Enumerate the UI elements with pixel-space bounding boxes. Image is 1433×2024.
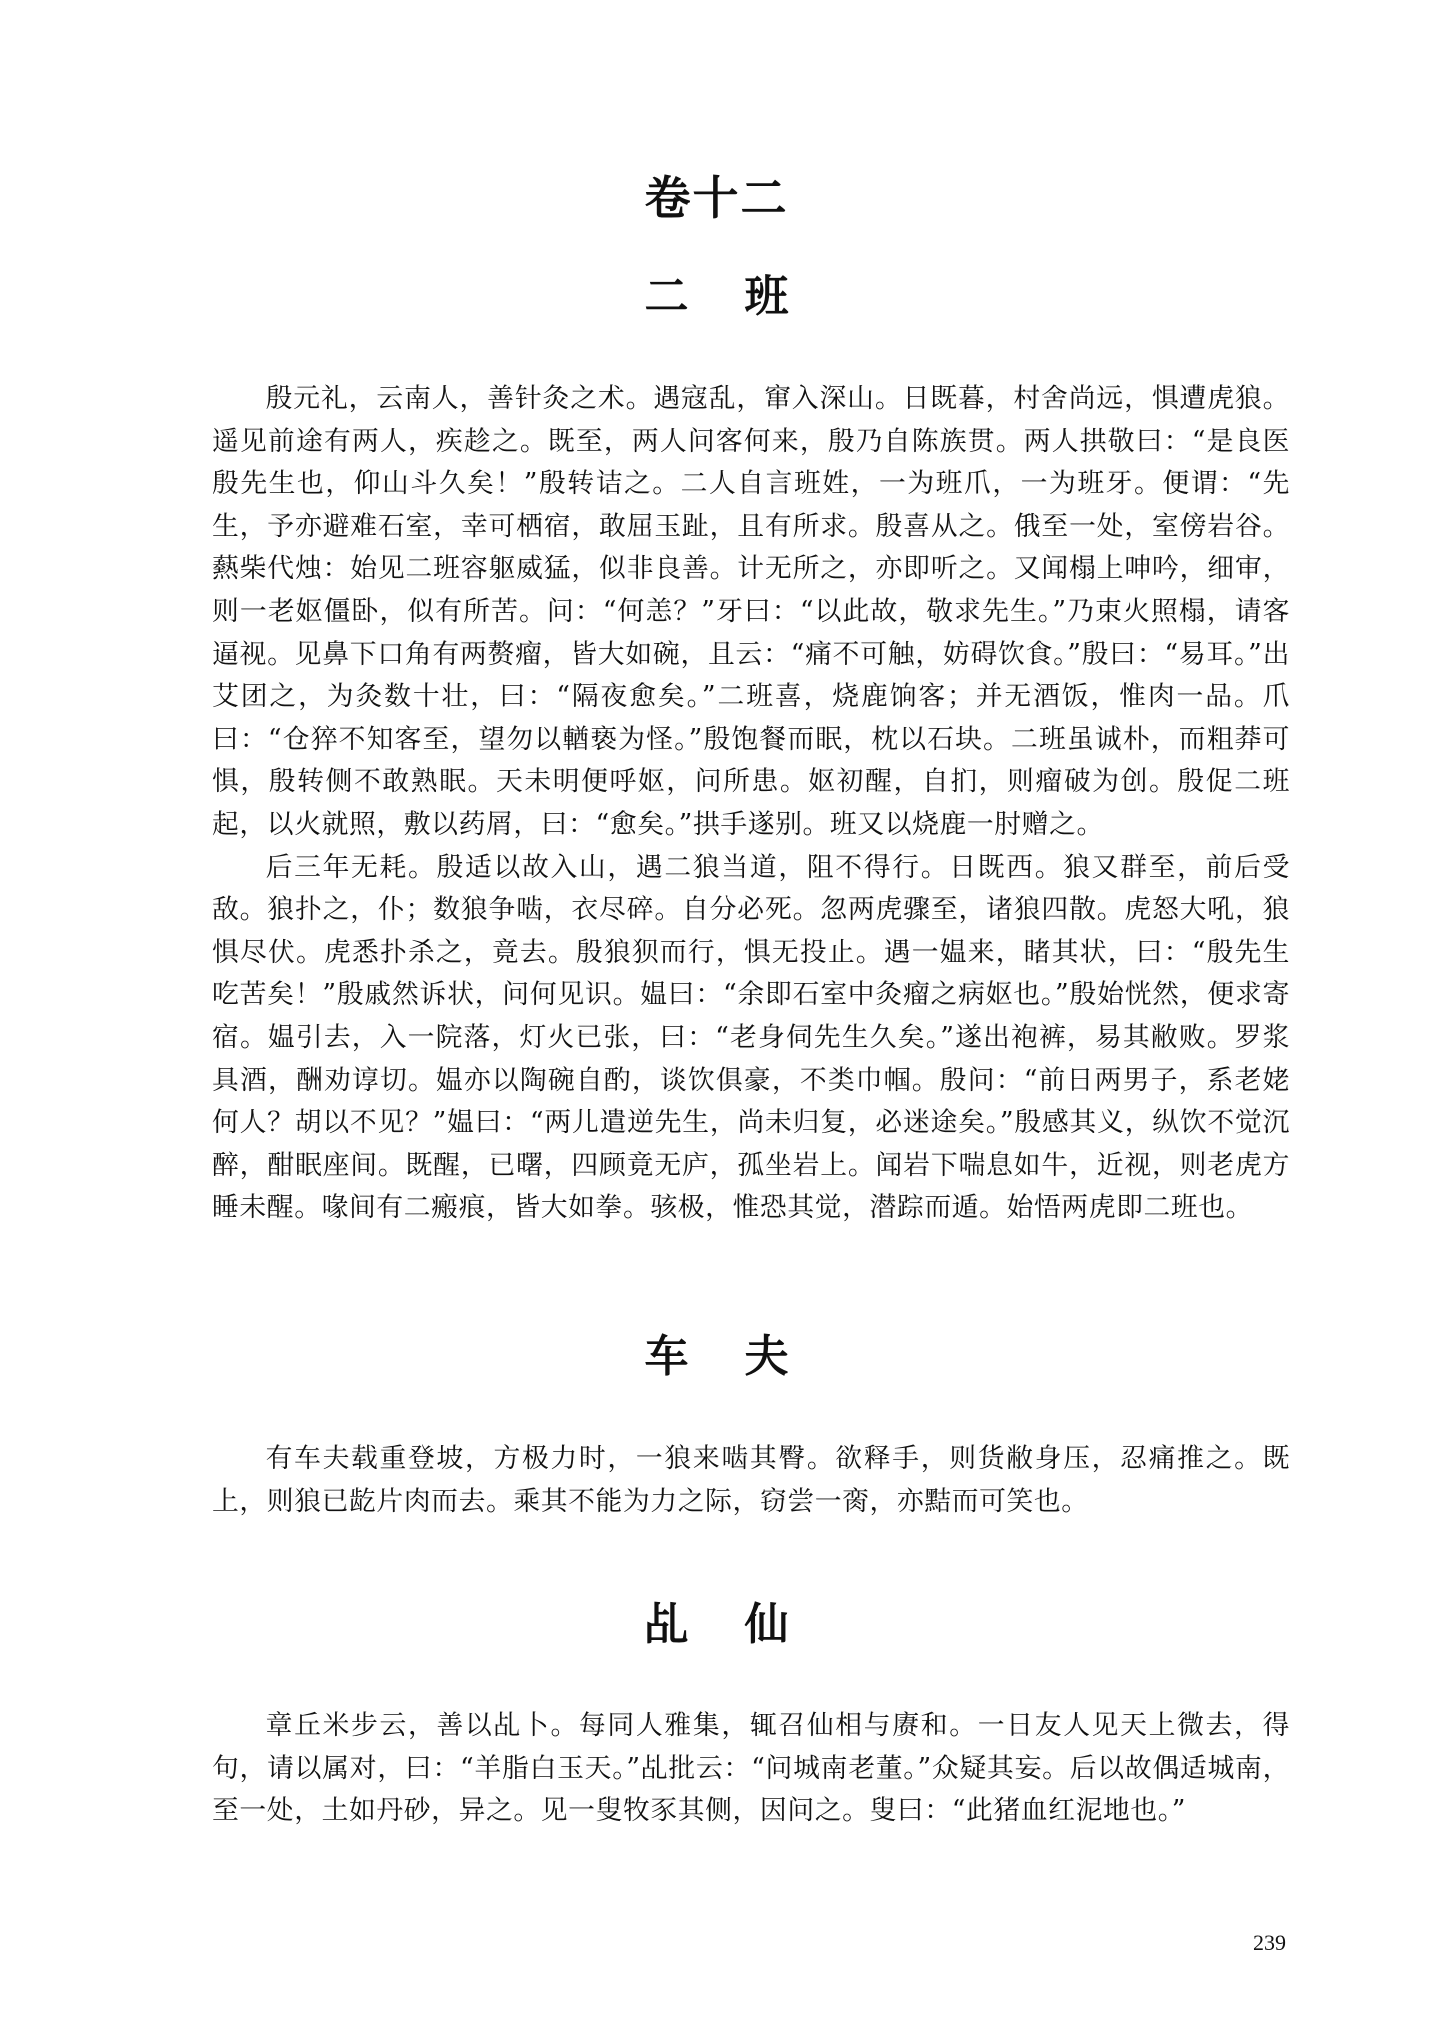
section-title-char: 二: [644, 271, 689, 322]
section-body-che-fu: [212, 1438, 1290, 1523]
section-title-char: 夫: [744, 1331, 789, 1382]
section-title-che-fu: [0, 1328, 1433, 1386]
paragraph: 殷元礼，云南人，善针灸之术。遇寇乱，窜入深山。日既暮，村舍尚远，惧遭虎狼。遥见前途有两人，疾趁之。既至，两人问客何来，殷乃自陈族贯。两人拱敬曰：“是良医殷先生也，仰山斗久矣！”殷转诘之。二人自言班姓，一为班爪，一为班牙。便谓：“先生，予亦避难石室，幸可栖宿，敢屈玉趾，且有所求。殷喜从之。俄至一处，室傍岩谷。爇柴代烛：始见二班容躯威猛，似非良善。计无所之，亦即听之。又闻榻上呻吟，细审，则一老妪僵卧，似有所苦。问：“何恙？”牙曰：“以此故，敬求先生。”乃束火照榻，请客逼视。见鼻下口角有两赘瘤，皆大如碗，且云：“痛不可触，妨碍饮食。”殷曰：“易耳。”出艾团之，为灸数十壮，曰：“隔夜愈矣。”二班喜，烧鹿饷客；并无酒饭，惟肉一品。爪曰：“仓猝不知客至，望勿以輶亵为怪。”殷饱餐而眠，枕以石块。二班虽诚朴，而粗莽可惧，殷转侧不敢熟眠。天未明便呼妪，问所患。妪初醒，自扪，则瘤破为创。殷促二班起，以火就照，敷以药屑，曰：“愈矣。”拱手遂别。班又以烧鹿一肘赠之。: [212, 383, 1290, 840]
section-title-char: 车: [644, 1331, 689, 1382]
section-title-er-ban: [0, 268, 1433, 326]
section-title-char: 班: [744, 271, 789, 322]
section-body-ji-xian: [212, 1705, 1290, 1833]
section-title-char: 乩: [644, 1599, 689, 1650]
paragraph: 有车夫载重登坡，方极力时，一狼来啮其臀。欲释手，则货敝身压，忍痛推之。既上，则狼已龁片肉而去。乘其不能为力之际，窃尝一脔，亦黠而可笑也。: [212, 1443, 1290, 1517]
paragraph: 后三年无耗。殷适以故入山，遇二狼当道，阻不得行。日既西。狼又群至，前后受敌。狼扑之，仆；数狼争啮，衣尽碎。自分必死。忽两虎骤至，诸狼四散。虎怒大吼，狼惧尽伏。虎悉扑杀之，竟去。殷狼狈而行，惧无投止。遇一媪来，睹其状，曰：“殷先生吃苦矣！”殷戚然诉状，问何见识。媪曰：“余即石室中灸瘤之病妪也。”殷始恍然，便求寄宿。媪引去，入一院落，灯火已张，曰：“老身伺先生久矣。”遂出袍裤，易其敝败。罗浆具酒，酬劝谆切。媪亦以陶碗自酌，谈饮俱豪，不类巾帼。殷问：“前日两男子，系老姥何人？胡以不见？”媪曰：“两儿遣逆先生，尚未归复，必迷途矣。”殷感其义，纵饮不觉沉醉，酣眠座间。既醒，已曙，四顾竟无庐，孤坐岩上。闻岩下喘息如牛，近视，则老虎方睡未醒。喙间有二瘢痕，皆大如拳。骇极，惟恐其觉，潜踪而遁。始悟两虎即二班也。: [212, 851, 1290, 1224]
paragraph: 章丘米步云，善以乩卜。每同人雅集，辄召仙相与赓和。一日友人见天上微去，得句，请以属对，曰：“羊脂白玉天。”乩批云：“问城南老董。”众疑其妄。后以故偶适城南，至一处，土如丹砂，异之。见一叟牧豕其侧，因问之。叟曰：“此猪血红泥地也。”: [212, 1710, 1290, 1827]
page-number: 239: [1253, 1930, 1286, 1955]
volume-title: 卷十二: [644, 171, 789, 225]
section-body-er-ban: [212, 378, 1290, 1230]
section-title-char: 仙: [744, 1599, 789, 1650]
section-title-ji-xian: [0, 1596, 1433, 1654]
